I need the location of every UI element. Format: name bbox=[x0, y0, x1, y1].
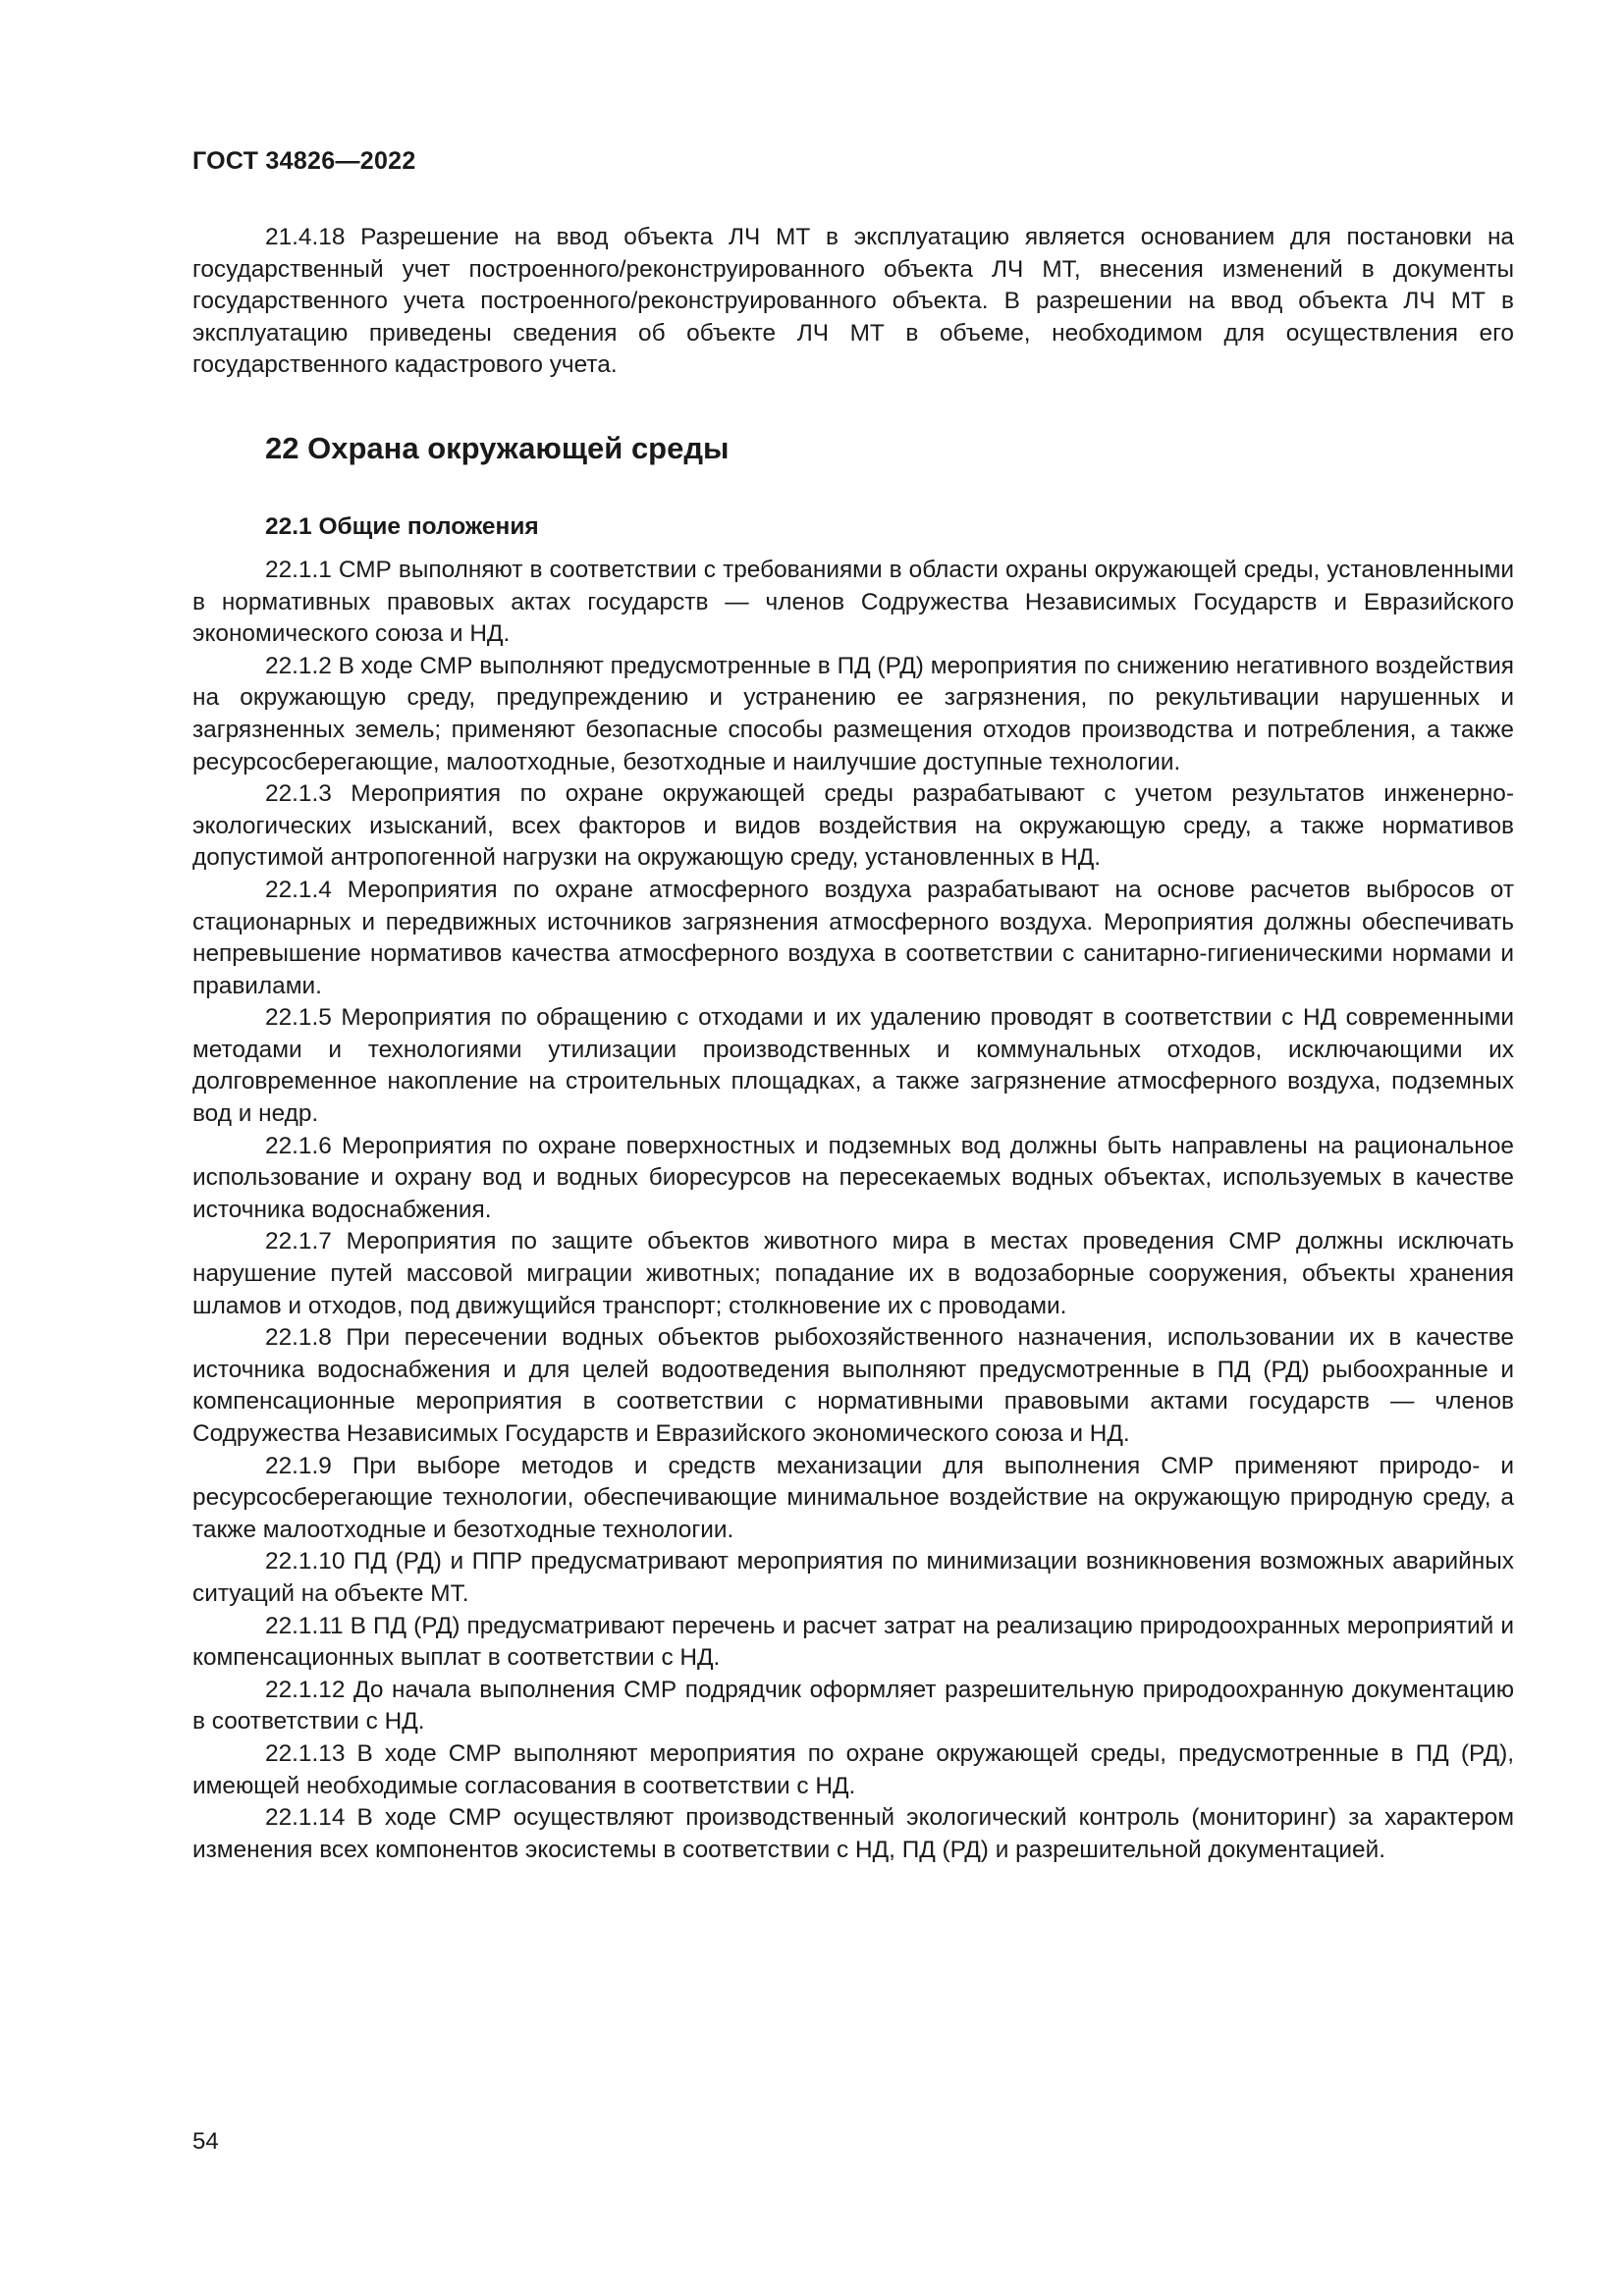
paragraph-22-1-14: 22.1.14 В ходе СМР осуществляют производственный экологический контроль (мониторинг) за характером изменения всех компонентов экосистемы в соответствии с НД, ПД (РД) и разрешительной документацией. bbox=[192, 1804, 1514, 1863]
document-header: ГОСТ 34826—2022 bbox=[192, 147, 416, 175]
paragraph-22-1-12: 22.1.12 До начала выполнения СМР подрядчик оформляет разрешительную природоохранную документацию в соответствии с НД. bbox=[192, 1676, 1514, 1735]
document-body bbox=[192, 222, 1514, 1866]
subsection-title: 22.1 Общие положения bbox=[265, 512, 539, 540]
paragraph-22-1-8: 22.1.8 При пересечении водных объектов рыбохозяйственного назначения, использовании их в качестве источника водоснабжения и для целей водоотведения выполняют предусмотренные в ПД (РД) рыбоохранные и компенсационные мероприятия в соответствии с нормативными правовыми актами государств — членов Содружества Независимых Государств и Евразийского экономического союза и НД. bbox=[192, 1324, 1514, 1447]
paragraph-22-1-5: 22.1.5 Мероприятия по обращению с отходами и их удалению проводят в соответствии с НД современными методами и технологиями утилизации производственных и коммунальных отходов, исключающими их долговременное накопление на строительных площадках, а также загрязнение атмосферного воздуха, подземных вод и недр. bbox=[192, 1004, 1514, 1128]
paragraph-22-1-4: 22.1.4 Мероприятия по охране атмосферного воздуха разрабатывают на основе расчетов выбросов от стационарных и передвижных источников загрязнения атмосферного воздуха. Мероприятия должны обеспечивать непревышение нормативов качества атмосферного воздуха в соответствии с санитарно-гигиеническими нормами и правилами. bbox=[192, 876, 1514, 999]
paragraph-22-1-3: 22.1.3 Мероприятия по охране окружающей среды разрабатывают с учетом результатов инженерно-экологических изысканий, всех факторов и видов воздействия на окружающую среду, а также нормативов допустимой антропогенной нагрузки на окружающую среду, установленных в НД. bbox=[192, 780, 1514, 872]
paragraph-22-1-13: 22.1.13 В ходе СМР выполняют мероприятия по охране окружающей среды, предусмотренные в ПД (РД), имеющей необходимые согласования в соответствии с НД. bbox=[192, 1739, 1514, 1799]
intro-paragraph: 21.4.18 Разрешение на ввод объекта ЛЧ МТ в эксплуатацию является основанием для постановки на государственный учет построенного/реконструированного объекта ЛЧ МТ, внесения изменений в документы государственного учета построенного/реконструированного объекта. В разрешении на ввод объекта ЛЧ МТ в эксплуатацию приведены сведения об объекте ЛЧ МТ в объеме, необходимом для осуществления его государственного кадастрового учета. bbox=[192, 224, 1514, 379]
section-title: 22 Охрана окружающей среды bbox=[265, 430, 730, 465]
paragraph-22-1-10: 22.1.10 ПД (РД) и ППР предусматривают мероприятия по минимизации возникновения возможных аварийных ситуаций на объекте МТ. bbox=[192, 1548, 1514, 1607]
paragraph-22-1-9: 22.1.9 При выборе методов и средств механизации для выполнения СМР применяют природо- и ресурсосберегающие технологии, обеспечивающие минимальное воздействие на окружающую природную среду, а также малоотходные и безотходные технологии. bbox=[192, 1452, 1514, 1543]
paragraph-22-1-1: 22.1.1 СМР выполняют в соответствии с требованиями в области охраны окружающей среды, установленными в нормативных правовых актах государств — членов Содружества Независимых Государств и Евразийского экономического союза и НД. bbox=[192, 556, 1514, 648]
paragraph-22-1-7: 22.1.7 Мероприятия по защите объектов животного мира в местах проведения СМР должны исключать нарушение путей массовой миграции животных; попадание их в водозаборные сооружения, объекты хранения шламов и отходов, под движущийся транспорт; столкновение их с проводами. bbox=[192, 1228, 1514, 1319]
paragraph-22-1-2: 22.1.2 В ходе СМР выполняют предусмотренные в ПД (РД) мероприятия по снижению негативного воздействия на окружающую среду, предупреждению и устранению ее загрязнения, по рекультивации нарушенных и загрязненных земель; применяют безопасные способы размещения отходов производства и потребления, а также ресурсосберегающие, малоотходные, безотходные и наилучшие доступные технологии. bbox=[192, 652, 1514, 775]
page-number: 54 bbox=[192, 2128, 219, 2155]
paragraph-22-1-6: 22.1.6 Мероприятия по охране поверхностных и подземных вод должны быть направлены на рациональное использование и охрану вод и водных биоресурсов на пересекаемых водных объектах, используемых в качестве источника водоснабжения. bbox=[192, 1132, 1514, 1223]
paragraph-22-1-11: 22.1.11 В ПД (РД) предусматривают перечень и расчет затрат на реализацию природоохранных мероприятий и компенсационных выплат в соответствии с НД. bbox=[192, 1612, 1514, 1672]
